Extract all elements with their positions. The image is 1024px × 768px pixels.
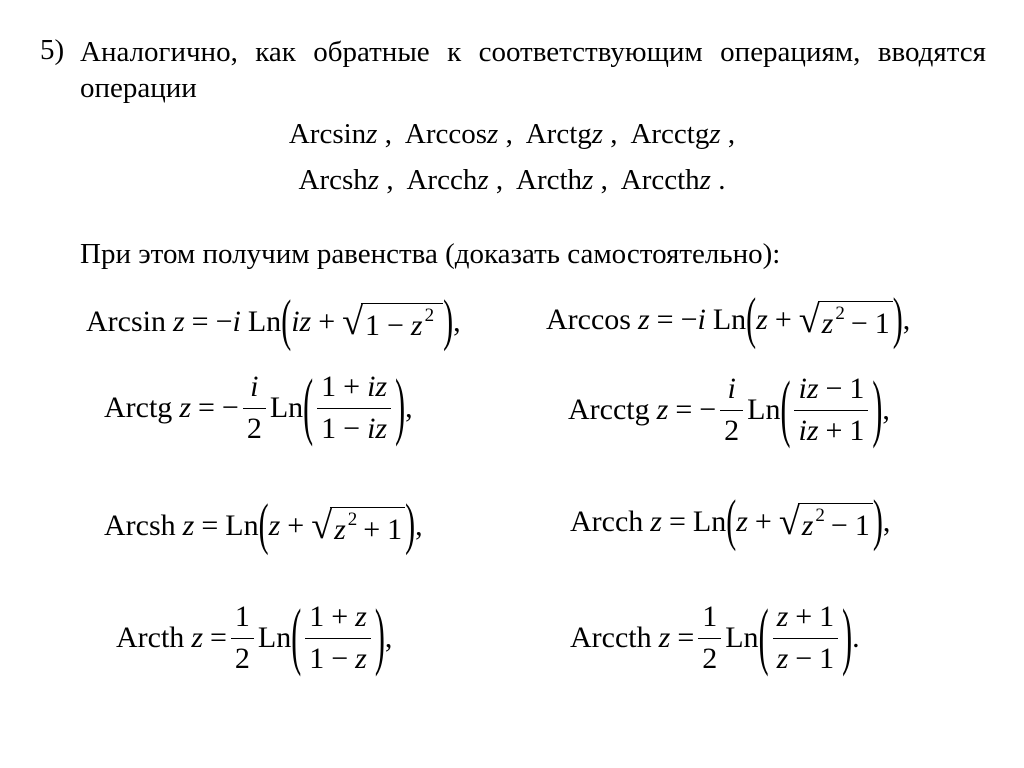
- formula-arccth: Arccth z = $\frac{1}{2}$ Ln ( $\frac{z + 1}{z - 1}$ ) .: [570, 595, 860, 678]
- formula-arcctg: Arcctg z = − $\frac{i}{2}$ Ln ( $\frac{iz - 1}{iz + 1}$ ) ,: [568, 367, 890, 450]
- equalities-intro: При этом получим равенства (доказать самостоятельно):: [80, 238, 781, 270]
- formula-arcch: Arcch z = Ln ( z + √ z $^2$ − 1 ) ,: [570, 489, 891, 553]
- item-number: 5): [40, 34, 65, 66]
- intro-paragraph: Аналогично, как обратные к соответствующим операциям, вводятся операции: [80, 36, 986, 104]
- formula-arcsin: Arcsin z = − i Ln ( iz + √ 1 − z $^2$ ) ,: [86, 289, 461, 353]
- formula-arccos: Arccos z = − i Ln ( z + √ z $^2$ − 1 ) ,: [546, 287, 911, 351]
- operations-line-1: Arcsinz , Arccosz , Arctgz , Arcctgz ,: [288, 118, 736, 150]
- formula-arcth: Arcth z = $\frac{1}{2}$ Ln ( $\frac{1 + z}{1 - z}$ ) ,: [116, 595, 393, 678]
- operations-line-2: Arcshz , Arcchz , Arcthz , Arccthz .: [298, 164, 726, 196]
- formula-arctg: Arctg z = − $\frac{i}{2}$ Ln ( $\frac{1 + iz}{1 - iz}$ ) ,: [104, 365, 413, 448]
- formula-arcsh: Arcsh z = Ln ( z + √ z $^2$ + 1 ) ,: [104, 493, 423, 557]
